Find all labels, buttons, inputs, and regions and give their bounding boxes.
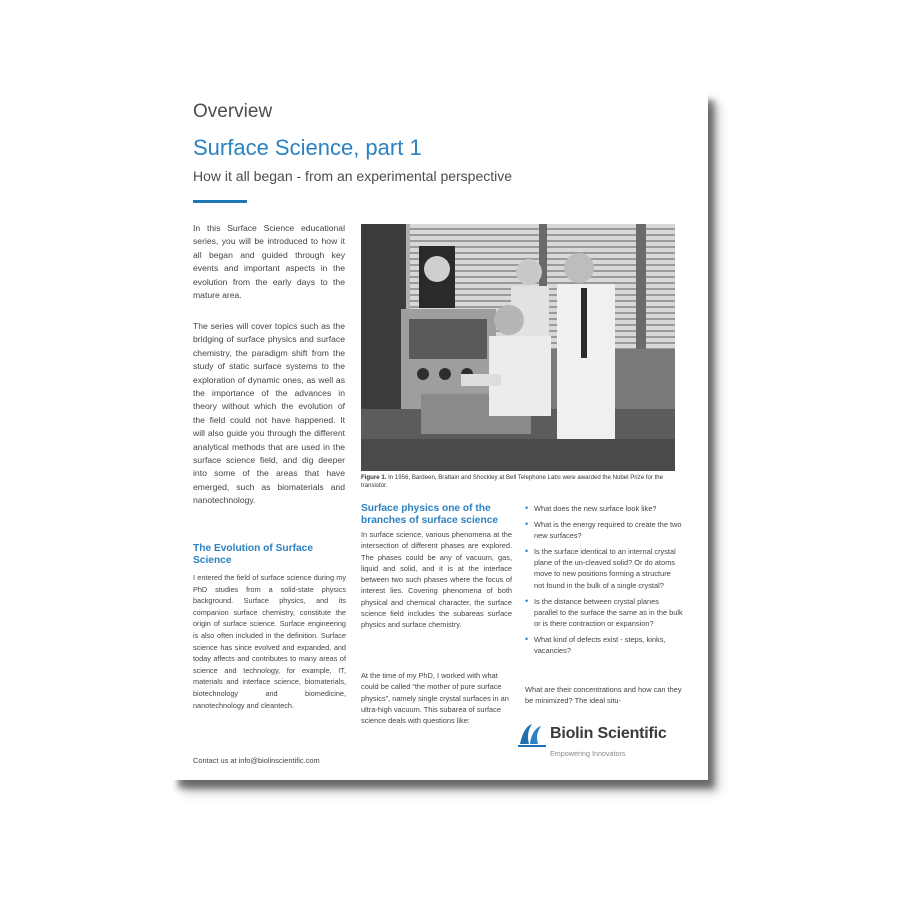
page-title: Surface Science, part 1 — [193, 135, 422, 160]
list-item: • What kind of defects exist - steps, kinks, vacancies? — [525, 634, 683, 657]
figure-caption-text: In 1956, Bardeen, Brattain and Shockley at Bell Telephone Labs were awarded the Nobel Prize for the transistor. — [361, 474, 664, 489]
list-item: • What does the new surface look like? — [525, 503, 683, 514]
intro-paragraph-2: The series will cover topics such as the bridging of surface physics and surface chemistry, the paradigm shift from the study of static surface systems to the exploration of dynamic ones, as well as the importance of the advances in theory without which the evolution of the field could not have happened. It will also guide you through the different analytical methods that are used in the surface science field, and dig deeper into some of the areas that have emerged, such as biomaterials and nanotechnology. — [193, 321, 345, 506]
lab-photo-image — [361, 224, 675, 471]
right-column-paragraph: What are their concentrations and how can they be minimized? The ideal situ- — [525, 685, 682, 706]
brand-tagline: Empowering Innovators — [550, 749, 626, 758]
section-label: Overview — [193, 101, 273, 122]
list-item: • What is the energy required to create the two new surfaces? — [525, 519, 683, 542]
intro-paragraph-1: In this Surface Science educational series, you will be introduced to how it all began and guided through key events and important aspects in the evolution from the early days to the mature area. — [193, 223, 345, 301]
brand-name: Biolin Scientific — [550, 725, 667, 742]
list-item: • Is the surface identical to an internal crystal plane of the un-cleaved solid? Or do atoms move to new positions forming a structure not found in the bulk of a single crystal? — [525, 546, 683, 591]
page-subtitle: How it all began - from an experimental perspective — [193, 168, 513, 184]
figure-caption — [361, 474, 679, 490]
surface-physics-paragraph-2: At the time of my PhD, I worked with what could be called “the mother of pure surface physics”, namely single crystal surfaces in an ultra-high vacuum. This subarea of surface science deals with questions like: — [361, 671, 509, 726]
list-item: • Is the distance between crystal planes parallel to the surface the same as in the bulk or is there contraction or expansion? — [525, 596, 683, 630]
figure-label: Figure 1. — [361, 474, 387, 481]
biolin-logo-icon — [516, 720, 548, 748]
document-page — [172, 92, 708, 780]
figure-photo — [361, 224, 675, 471]
surface-physics-paragraph-1: In surface science, various phenomena at the intersection of different phases are explored. The phases could be any of vacuum, gas, liquid and solid, and it is at the interface between two such phases where the focus of interest lies. Covering phenomena of both physical and chemical character, the surface science field includes the subareas surface physics and surface chemistry. — [361, 530, 512, 630]
surface-physics-heading: Surface physics one of the branches of surface science — [361, 503, 499, 526]
title-rule — [193, 200, 247, 203]
evolution-paragraph: I entered the field of surface science during my PhD studies from a solid-state physics background. Surface physics, and its companion surface chemistry, constitute the origin of surface science. Surface engineering is also often included in the definition. Surface science has since evolved and expanded, and today affects and contributes to many areas of science and technology, for example, IT, materials and interface science, biomaterials, biotechnology and biomedicine, nanotechnology and cleantech. — [193, 573, 346, 710]
questions-list — [525, 503, 683, 661]
evolution-heading: The Evolution of Surface Science — [193, 543, 313, 566]
contact-line: Contact us at info@biolinscientific.com — [193, 756, 320, 765]
